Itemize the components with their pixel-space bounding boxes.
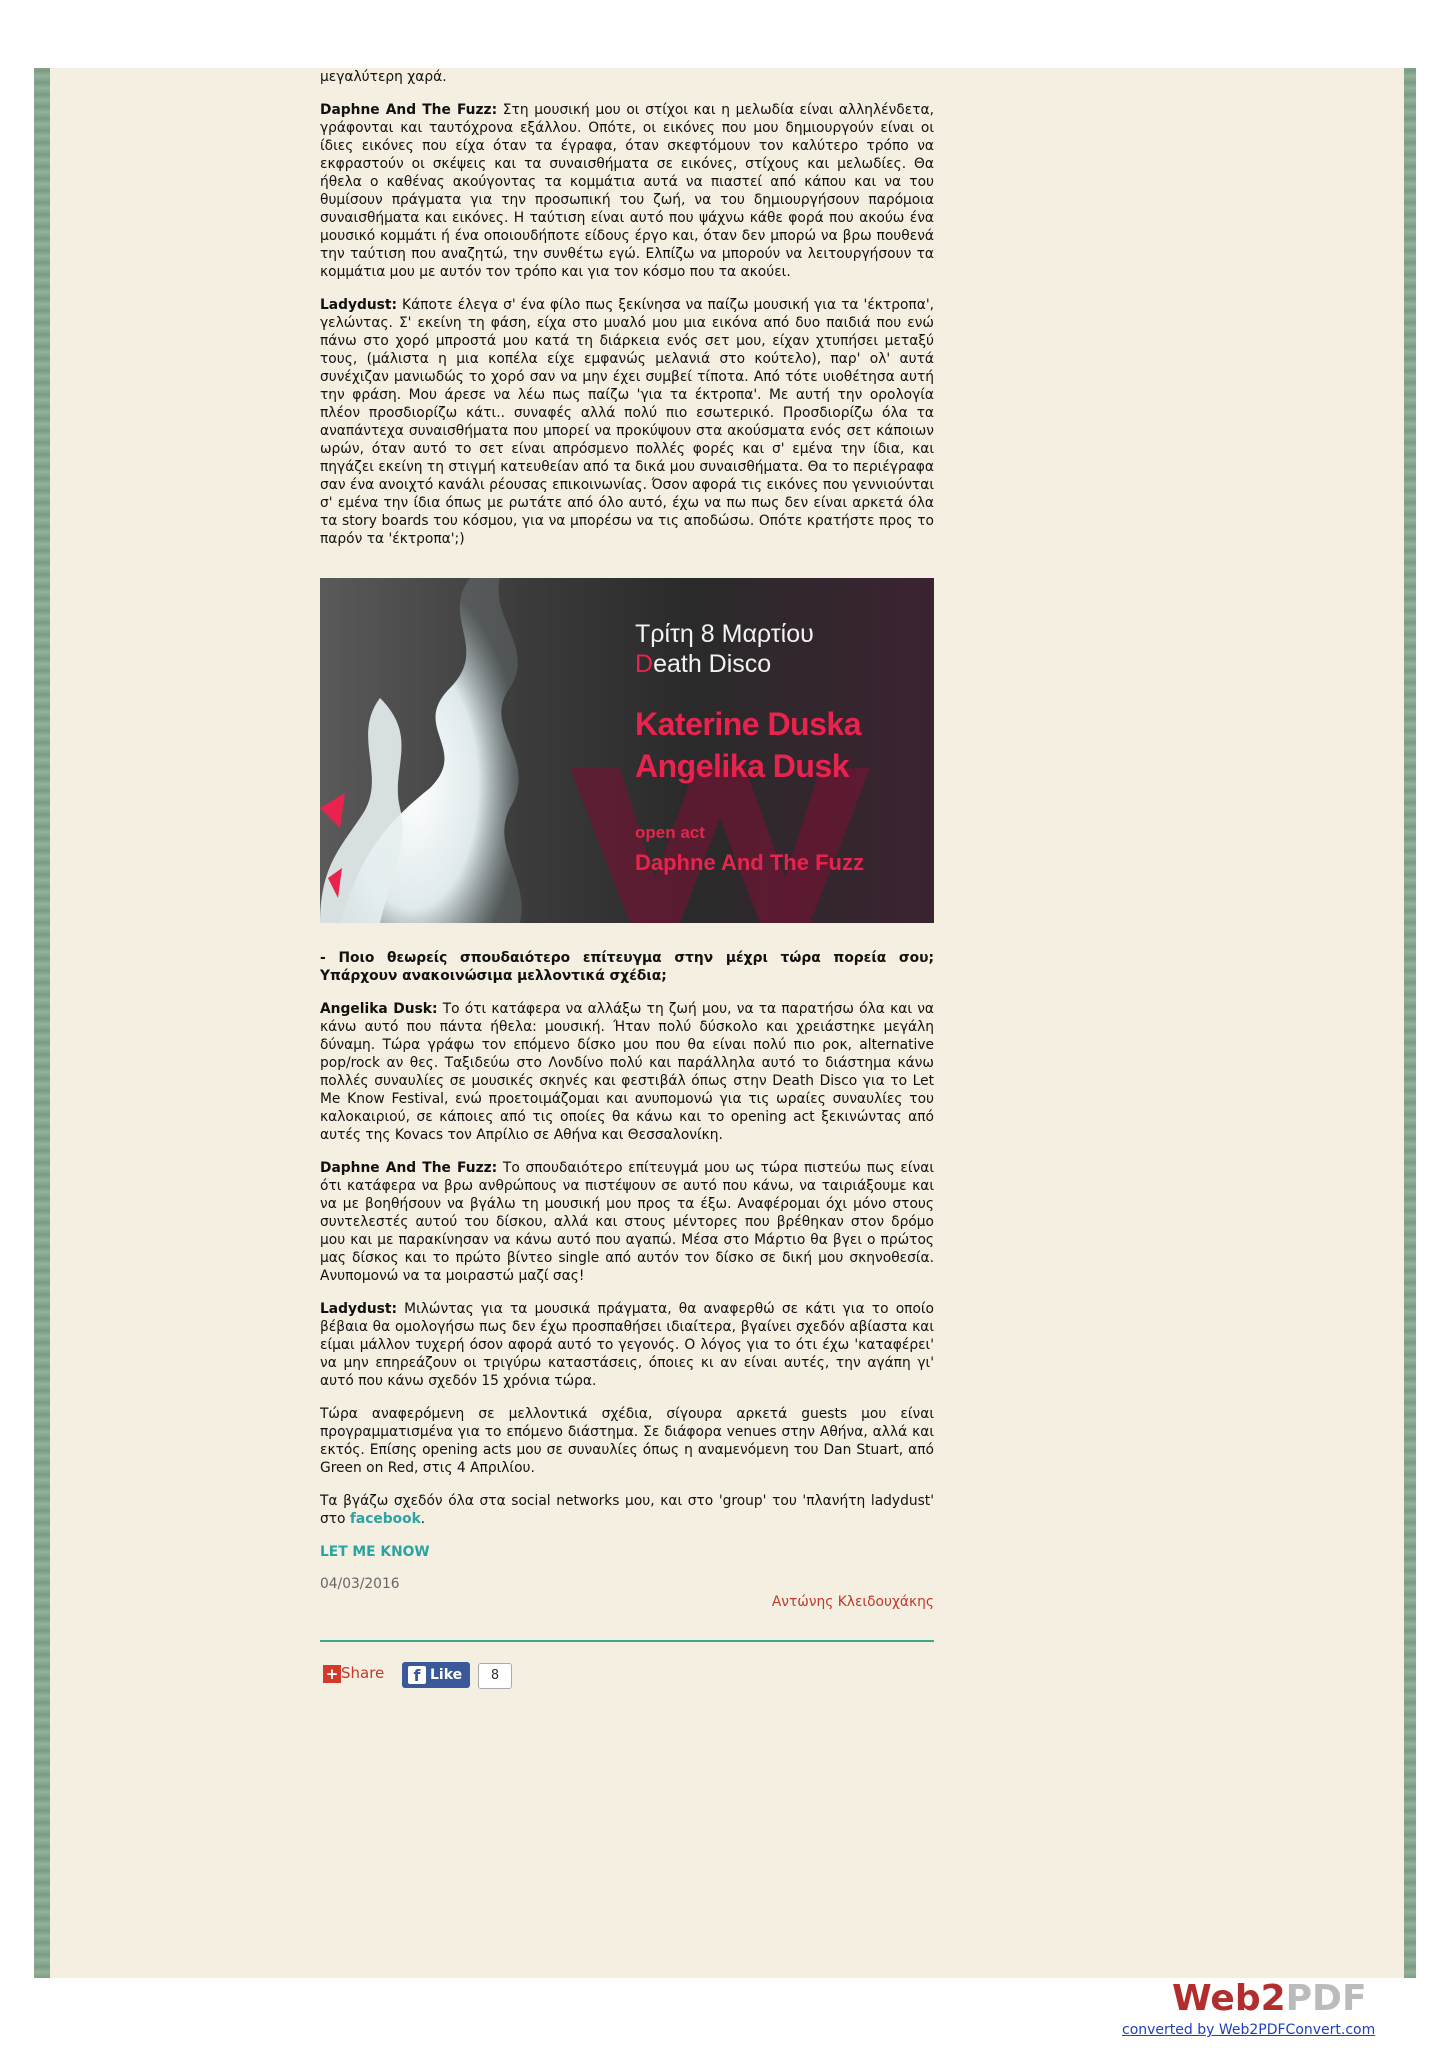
paragraph: Angelika Dusk: Το ότι κατάφερα να αλλάξω τη ζωή μου, να τα παρατήσω όλα και να κάνω αυτό που πάντα ήθελα: μουσική. Ήταν πολύ δύσκολο και χρειάστηκε μεγάλη δύναμη. Τώρα γράφω τον επόμενο δίσκο μου που θα είναι πολύ πιο ροκ, alternative pop/rock αν θες. Ταξιδεύω στο Λονδίνο πολύ και παράλληλα αυτό το διάστημα κάνω πολλές συναυλίες σε μουσικές σκηνές και φεστιβάλ όπως στην Death Disco για το Let Me Know Festival, ενώ προετοιμάζομαι και ανυπομονώ για τις ωραίες συναυλίες του καλοκαιριού, σε κάποιες από τις οποίες θα κάνω και το opening act ξεκινώντας από αυτές της Kovacs τον Απρίλιο σε Αθήνα και Θεσσαλονίκη. [320,1001,934,1143]
article-content [320,68,934,1692]
like-count: 8 [478,1663,512,1689]
paragraph: Τώρα αναφερόμενη σε μελλοντικά σχέδια, σίγουρα αρκετά guests μου είναι προγραμματισμένα για το επόμενο διάστημα. Σε διάφορα venues στην Αθήνα, αλλά και εκτός. Επίσης opening acts μου σε συναυλίες όπως η αναμενόμενη του Dan Stuart, από Green on Red, στις 4 Απριλίου. [320,1406,934,1476]
poster-date: Τρίτη 8 Μαρτίου [635,620,814,648]
facebook-like-button[interactable] [402,1662,470,1688]
poster-artist-1: Katerine Duska [635,706,861,742]
poster-open-act-name: Daphne And The Fuzz [635,850,864,875]
speaker-name: Daphne And The Fuzz: [320,102,498,118]
social-bar [320,1662,934,1692]
left-border [34,68,50,1978]
publish-date: 04/03/2016 [320,1576,400,1592]
paragraph: Ladydust: Κάποτε έλεγα σ' ένα φίλο πως ξεκίνησα να παίζω μουσική για τα 'έκτροπα', γελώντας. Σ' εκείνη τη φάση, είχα στο μυαλό μου μια εικόνα από δυο παιδιά που ενώ πάνω στο χορό μπροστά μου κατά τη διάρκεια ενός σετ μου, είχαν χτυπήσει μεταξύ τους, (μάλιστα η μια κοπέλα είχε εμφανώς μελανιά στο κούτελο), παρ' ολ' αυτά συνέχιζαν μανιωδώς το χορό σαν να μην έχει συμβεί τίποτα. Από τότε υιοθέτησα αυτή την φράση. Μου άρεσε να λέω πως παίζω 'για τα έκτροπα'. Με αυτή την ορολογία πλέον προσδιορίζω κάτι.. συναφές αλλά πολύ πιο εσωτερικό. Προσδιορίζω όλα τα αναπάντεχα συναισθήματα που μπορεί να προκύψουν στα ακούσματα ενός σετ κάποιων ωρών, όταν αυτό το σετ είναι απρόσμενο πολλές φορές και σ' εμένα την ίδια, και πηγάζει εκείνη τη στιγμή κατευθείαν από τα δικά μου συναισθήματα. Θα το περιέγραφα σαν ένα ανοιχτό κανάλι ρέουσας επικοινωνίας. Όσον αφορά τις εικόνες που γεννιούνται σ' εμένα την ίδια όπως με ρωτάτε από όλο αυτό, έχω να πω πως δεν είναι αρκετά όλα τα story boards του κόσμου, για να μπορέσω να τις αποδώσω. Οπότε κρατήστε προς το παρόν τα 'έκτροπα';) [320,297,934,547]
share-button[interactable] [323,1664,384,1683]
let-me-know-paragraph [320,1543,934,1561]
web2pdf-logo: Web2PDF [1172,1978,1367,2019]
author-name[interactable]: Αντώνης Κλειδουχάκης [771,1594,934,1610]
poster-artist-2: Angelika Dusk [635,748,850,784]
speaker-name: Ladydust: [320,297,397,313]
converter-link[interactable]: converted by Web2PDFConvert.com [1122,2022,1376,2038]
event-poster-image [320,578,934,923]
divider [320,1640,934,1642]
paragraph: Daphne And The Fuzz: Στη μουσική μου οι στίχοι και η μελωδία είναι αλληλένδετα, γράφονται και ταυτόχρονα εξάλλου. Οπότε, οι εικόνες που μου δημιουργούν είναι οι ίδιες εικόνες που είχα όταν τα έγραφα, όταν σκεφτόμουν τον καλύτερο τρόπο να εκφραστούν οι σκέψεις και τα συναισθήματα σε εικόνες, στίχους και μελωδίες. Θα ήθελα ο καθένας ακούγοντας τα κομμάτια αυτά να πιαστεί από κάπου και να του θυμίσουν πράγματα για την προσωπική του ζωή, να του δημιουργήσουν παρόμοια συναισθήματα και εικόνες. Η ταύτιση είναι αυτό που ψάχνω κάθε φορά που ακούω ένα μουσικό κομμάτι ή ένα οποιουδήποτε είδους έργο και, όταν δεν μπορώ να βρω πουθενά την ταύτιση που αναζητώ, την συνθέτω εγώ. Ελπίζω να μπορούν να λειτουργήσουν τα κομμάτια μου με αυτόν τον τρόπο και για τον κόσμο που τα ακούει. [320,102,934,280]
poster-open-act-label: open act [635,823,705,842]
speaker-name: Angelika Dusk: [320,1001,438,1017]
like-label: Like [430,1667,463,1683]
poster-venue: Death Disco [635,650,772,678]
facebook-link[interactable]: facebook [349,1511,421,1527]
share-label: Share [341,1664,385,1682]
interview-question: - Ποιο θεωρείς σπουδαιότερο επίτευγμα στην μέχρι τώρα πορεία σου; Υπάρχουν ανακοινώσιμα μελλοντικά σχέδια; [320,950,934,984]
paragraph: μεγαλύτερη χαρά. [320,69,447,85]
plus-icon: + [323,1665,341,1683]
paragraph: Daphne And The Fuzz: Το σπουδαιότερο επίτευγμά μου ως τώρα πιστεύω πως είναι ότι κατάφερα να βρω ανθρώπους να πιστέψουν σε αυτό που κάνω, να ταιριάξουμε και να με βοηθήσουν να βγάλω τη μουσική μου προς τα έξω. Αναφέρομαι όχι μόνο στους συντελεστές αυτού του δίσκου, αλλά και στους μέντορες που βρέθηκαν στον δρόμο μου και με παρακίνησαν να κάνω αυτό που αγαπώ. Μέσα στο Μάρτιο θα βγει ο πρώτος μας δίσκος και το πρώτο βίντεο single από αυτόν τον δίσκο σε δική μου σκηνοθεσία. Ανυπομονώ να τα μοιραστώ μαζί σας! [320,1160,934,1284]
paragraph: Ladydust: Μιλώντας για τα μουσικά πράγματα, θα αναφερθώ σε κάτι για το οποίο βέβαια θα ομολογήσω πως δεν έχω προσπαθήσει ιδιαίτερα, βγαίνει σχεδόν αβίαστα και είμαι μάλλον τυχερή όσον αφορά αυτό το γεγονός. Ο λόγος για το ότι έχω 'καταφέρει' να μην επηρεάζουν οι τριγύρω καταστάσεις, όποιες κι αν είναι αυτές, την αγάπη γι' αυτό που κάνω σχεδόν 15 χρόνια τώρα. [320,1301,934,1389]
speaker-name: Ladydust: [320,1301,397,1317]
right-border [1404,68,1416,1978]
facebook-icon: f [408,1666,426,1684]
paragraph: Τα βγάζω σχεδόν όλα στα social networks μου, και στο 'group' του 'πλανήτη ladydust' στο facebook. [320,1493,934,1527]
speaker-name: Daphne And The Fuzz: [320,1160,498,1176]
smoke-artwork [320,578,580,923]
let-me-know-link[interactable]: LET ME KNOW [320,1544,430,1560]
